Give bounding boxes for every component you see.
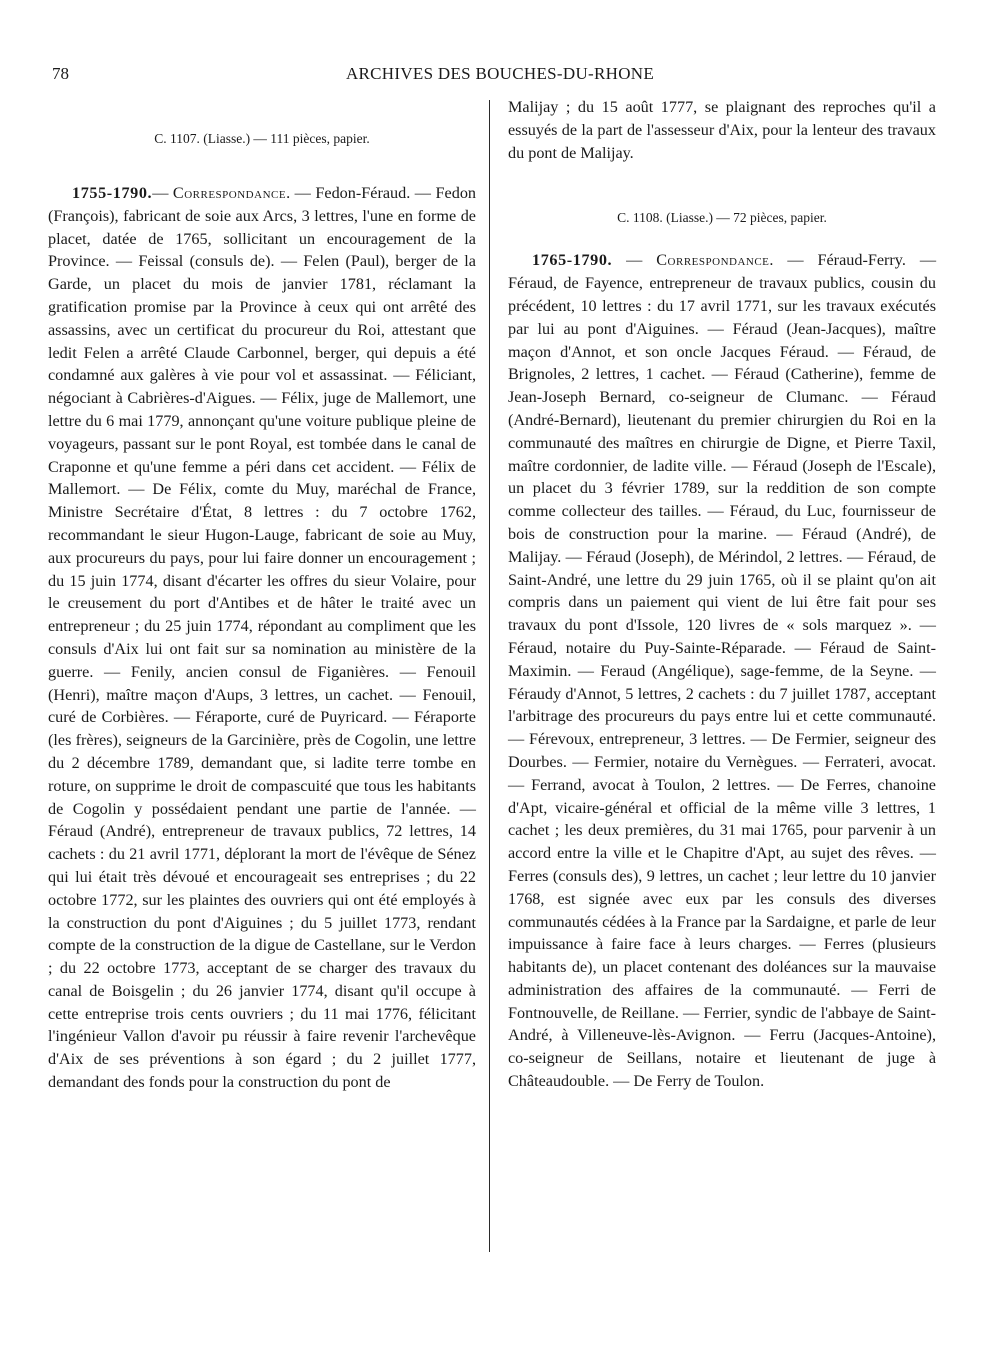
page-number: 78 (52, 64, 69, 83)
entry-c1108 (508, 249, 936, 1092)
entry-dash: — (626, 251, 643, 270)
cote-c1107: C. 1107. (Liasse.) — 111 pièces, papier. (154, 131, 370, 146)
entry-category: Correspondance (172, 184, 287, 202)
running-title: ARCHIVES DES BOUCHES-DU-RHONE (345, 64, 655, 83)
column-divider (489, 100, 490, 1252)
entry-text: . — Fedon-Féraud. — Fedon (François), fabricant de soie aux Arcs, 3 lettres, l'une en forme de placet, datée de 1765, sollicitant un encouragement de la Province. — Feissal (consuls de). — Felen (Paul), berger de la Garde, un placet du mois de janvier 1781, réclamant la gratification promise par la Province à ceux qui ont arrêté des assassins, avec un certificat du procureur du Roi, attestant que ledit Felen a arrêté Claude Carbonnel, berger, qui depuis a été condamné aux galères à vie pour vol et assassinat. — Féliciant, négociant à Cabrières-d'Aigues. — Félix, juge de Mallemort, une lettre du 6 mai 1779, annonçant qu'une voiture publique pleine de voyageurs, passant sur le pont Royal, est tombée dans le canal de Craponne et qu'une femme a péri dans cet accident. — Félix de Mallemort. — De Félix, comte du Muy, maréchal de France, Ministre Secrétaire d'État, 8 lettres : du 7 octobre 1762, recommandant le sieur Hugon-Lauge, fabricant de soie au Muy, aux procureurs du pays, pour lui faire donner un encouragement ; du 15 juin 1774, disant d'écarter les offres du sieur Volaire, pour le creusement du port d'Antibes et de hâter le traité avec un entrepreneur ; du 25 juin 1774, répondant au compliment que les consuls d'Aix lui ont fait sur sa nomination au ministère de la guerre. — Fenily, ancien consul de Figanières. — Fenouil (Henri), maître maçon d'Aups, 3 lettres, un cachet. — Fenouil, curé de Corbières. — Féraporte, curé de Puyricard. — Féraporte (les frères), seigneurs de la Garcinière, près de Cogolin, une lettre du 2 décembre 1789, demandant que, si ladite terre tombe en roture, on supprime le droit de compascuité que tous les habitants de Cogolin y possédaient pendant une partie de l'année. — Féraud (André), entrepreneur de travaux publics, 72 lettres, 14 cachets : du 21 avril 1771, déplorant la mort de l'évêque de Sénez qui lui était très dévoué et encourageait ses entreprises ; du 22 octobre 1772, sur les plaintes des ouvriers qui ont été employés à la construction du pont d'Aiguines ; du 5 juillet 1773, rendant compte de la construction de la digue de Castellane, sur le Verdon ; du 22 octobre 1773, acceptant de se charger des travaux du canal de Boisgelin ; du 26 janvier 1774, disant qu'il occupe à cette entreprise trois cents ouvriers ; du 11 mai 1776, félicitant l'ingénieur Vallon d'avoir pu réussir à faire revenir l'archevêque d'Aix de ses préventions à son égard ; du 2 juillet 1777, demandant des fonds pour la construction du pont de (48, 184, 477, 1092)
entry-date: 1755-1790. (72, 184, 153, 202)
entry-category: Correspondance (656, 251, 770, 270)
entry-continuation: Malijay ; du 15 août 1777, se plaignant des reproches qu'il a essuyés de la part de l'assesseur d'Aix, pour la lenteur des travaux du pont de Malijay. (508, 98, 936, 162)
left-column (48, 96, 476, 1094)
entry-c1107 (48, 182, 476, 1094)
entry-dash: — (152, 184, 169, 202)
entry-date: 1765-1790. (532, 251, 613, 270)
page-header (50, 64, 950, 86)
cote-c1108: C. 1108. (Liasse.) — 72 pièces, papier. (617, 210, 827, 226)
entry-text: . — Féraud-Ferry. — Féraud, de Fayence, entrepreneur de travaux publics, cousin du précédent, 10 lettres : du 17 avril 1771, sur les travaux exécutés par lui au pont d'Aiguines. — Féraud (Jean-Jacques), maître maçon d'Annot, et son oncle Jacques Féraud. — Féraud, de Brignoles, 2 lettres, 1 cachet. — Féraud (Catherine), femme de Jean-Joseph Bernard, co-seigneur de Clumanc. — Féraud (André-Bernard), lieutenant du premier chirurgien du Roi en la communauté des maîtres en chirurgie de Digne, et Pierre Taxil, maître cordonnier, de ladite ville. — Féraud (Joseph de l'Escale), un placet du 3 février 1789, sur la reddition de son compte comme collecteur des tailles. — Féraud, du Luc, fournisseur de bois de construction pour la marine. — Féraud (André), de Malijay. — Féraud (Joseph), de Mérindol, 2 lettres. — Féraud, de Saint-André, une lettre du 29 juin 1765, où il se plaint qu'on ait compris dans un paiement qui vient de lui être fait pour ses travaux du pont d'Issole, 120 livres de « sols marquez ». — Féraud, notaire du Puy-Sainte-Réparade. — Féraud de Saint-Maximin. — Feraud (Angélique), sage-femme, de la Seyne. — Féraudy d'Annot, 5 lettres, 2 cachets : du 7 juillet 1787, acceptant l'arbitrage des procureurs du pays entre lui et cette communauté. — Férevoux, entrepreneur, 3 lettres. — De Fermier, seigneur des Dourbes. — Fermier, notaire du Vernègues. — Ferrateri, avocat. — Ferrand, avocat à Toulon, 2 lettres. — De Ferres, chanoine d'Apt, vicaire-général et official de la même ville 3 lettres, 1 cachet ; les deux premières, du 31 mai 1765, pour parvenir à un accord entre la ville et le Chapitre d'Apt, au sujet des rêves. — Ferres (consuls des), 9 lettres, un cachet ; leur lettre du 10 janvier 1768, est signée avec eux par les consuls des diverses communautés cédées à la France par la Sardaigne, et parle de leur impuissance à faire face à leurs charges. — Ferres (plusieurs habitants de), un placet contenant des doléances sur la mauvaise administration des affaires de la communauté. — Ferri de Fontnouvelle, de Reillane. — Ferrier, syndic de l'abbaye de Saint-André, à Villeneuve-lès-Avignon. — Ferru (Jacques-Antoine), co-seigneur de Seillans, notaire et lieutenant de juge à Châteaudouble. — De Ferry de Toulon. (508, 251, 937, 1091)
right-column (508, 96, 936, 1093)
